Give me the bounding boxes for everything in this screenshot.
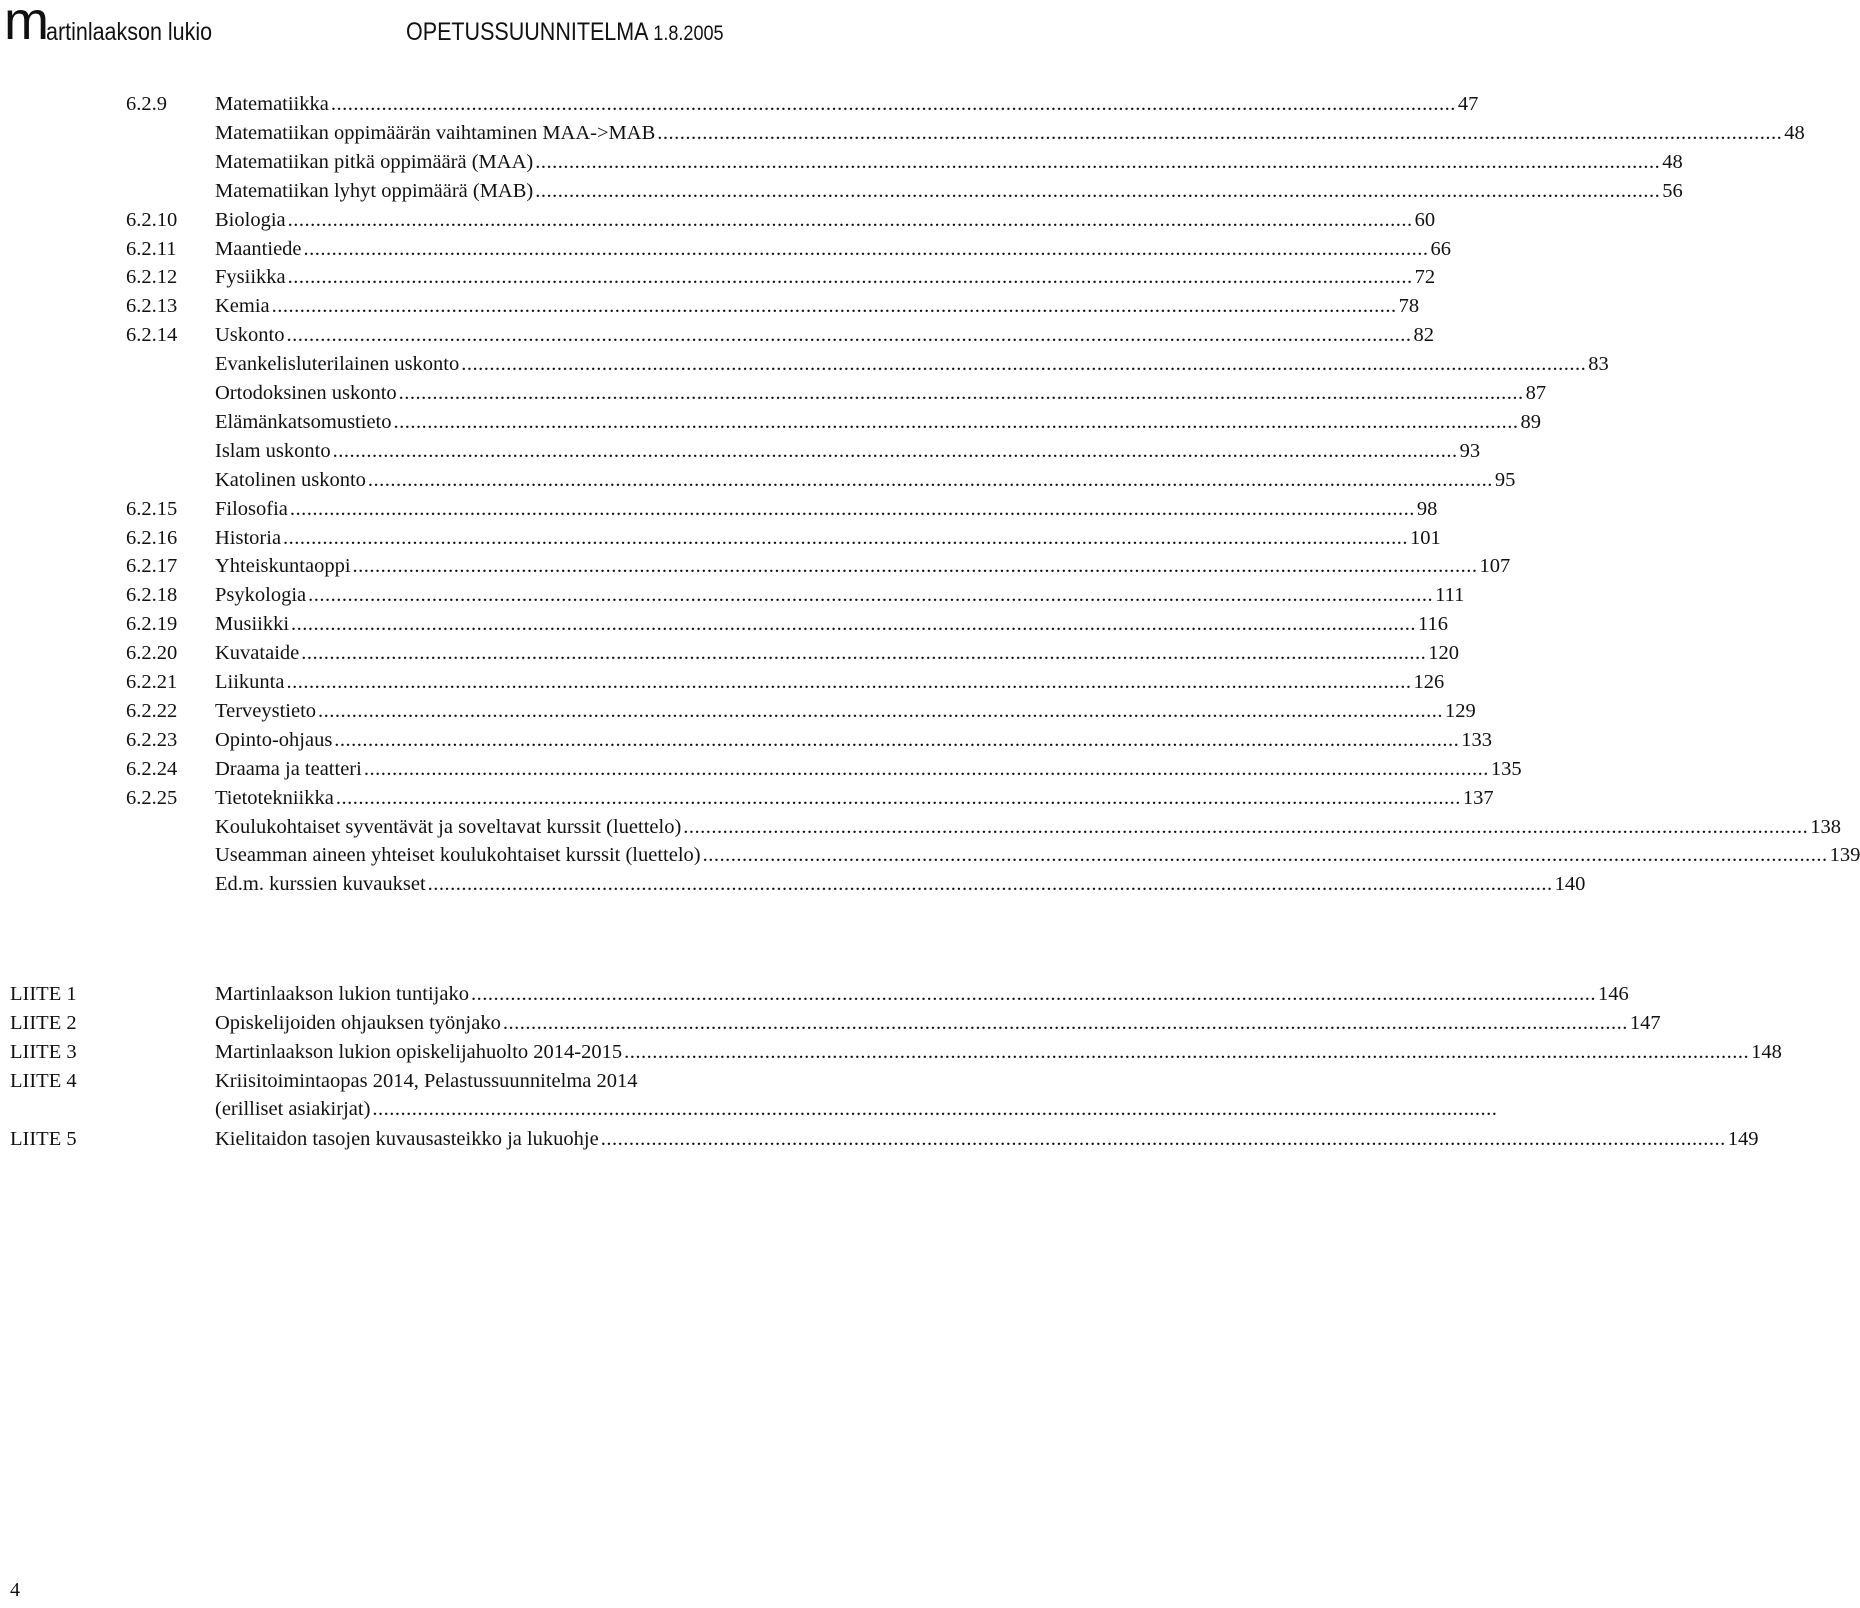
toc-entry[interactable] — [0, 784, 1494, 812]
toc-leader-dots: ........................................................................................................................................................................................................ — [683, 815, 1809, 838]
toc-leader-dots: ........................................................................................................................................................................................................ — [657, 121, 1783, 144]
toc-entry-number: 6.2.9 — [126, 93, 167, 115]
toc-leader-dots: ........................................................................................................................................................................................................ — [286, 324, 1412, 347]
toc-entry-title: Liikunta — [215, 671, 285, 693]
toc-leader-dots: ........................................................................................................................................................................................................ — [427, 873, 1553, 896]
toc-entry-number: 6.2.22 — [126, 699, 178, 722]
toc-leader-dots: ........................................................................................................................................................................................................ — [287, 266, 1413, 289]
toc-entry-title: Kuvataide — [215, 642, 300, 665]
toc-entry-title: Ortodoksinen uskonto — [215, 382, 397, 404]
toc-entry-title: Maantiede — [215, 237, 302, 260]
toc-leader-dots: ........................................................................................................................................................................................................ — [461, 353, 1587, 376]
appendix-entry-line — [215, 980, 1629, 1008]
toc-entry-line — [215, 321, 1434, 349]
appendix-continuation-text: (erilliset asiakirjat) — [215, 1097, 371, 1120]
appendix-leader-dots: ........................................................................................................................................................................................................ — [502, 1011, 1628, 1034]
toc-leader-dots: ........................................................................................................................................................................................................ — [301, 642, 1427, 665]
toc-entry-number: 6.2.10 — [126, 208, 178, 231]
appendix-page: 149 — [1727, 1127, 1759, 1150]
toc-leader-dots: ........................................................................................................................................................................................................ — [334, 728, 1460, 751]
appendix-leader-dots: ........................................................................................................................................................................................................ — [624, 1040, 1750, 1063]
toc-entry-title: Psykologia — [215, 584, 307, 607]
toc-entry-title: Ed.m. kurssien kuvaukset — [215, 873, 426, 896]
toc-leader-dots: ........................................................................................................................................................................................................ — [535, 179, 1661, 202]
appendix-label: LIITE 5 — [10, 1127, 77, 1150]
toc-entry-page: 101 — [1410, 526, 1441, 549]
toc-entry[interactable] — [0, 668, 1445, 696]
toc-entry[interactable] — [0, 235, 1452, 263]
toc-entry-line — [215, 841, 1860, 869]
toc-entry[interactable] — [0, 408, 1541, 436]
appendix-page: 148 — [1751, 1040, 1782, 1063]
toc-entry-page: 87 — [1525, 382, 1547, 404]
toc-leader-dots: ........................................................................................................................................................................................................ — [308, 584, 1434, 607]
toc-entry[interactable] — [0, 206, 1436, 234]
toc-entry-page: 78 — [1398, 295, 1420, 318]
toc-entry-page: 60 — [1414, 208, 1436, 231]
toc-entry-page: 129 — [1445, 699, 1476, 722]
toc-entry-title: Musiikki — [215, 613, 290, 636]
toc-leader-dots: ........................................................................................................................................................................................................ — [330, 93, 1456, 115]
toc-leader-dots: ........................................................................................................................................................................................................ — [352, 555, 1478, 578]
appendix-title: Kielitaidon tasojen kuvausasteikko ja lukuohje — [215, 1127, 599, 1150]
appendix-title: Martinlaakson lukion tuntijako — [215, 983, 469, 1005]
toc-entry-page: 140 — [1554, 873, 1586, 896]
header-document-title — [406, 18, 724, 48]
header-school-name: artinlaakson lukio — [46, 18, 213, 46]
toc-entry-title: Kemia — [215, 295, 270, 318]
toc-entry-number: 6.2.24 — [126, 757, 178, 780]
toc-entry[interactable] — [0, 552, 1511, 580]
toc-entry-line — [215, 90, 1479, 118]
toc-entry-number: 6.2.20 — [126, 642, 178, 665]
toc-entry-page: 48 — [1662, 150, 1683, 173]
toc-entry-line — [215, 755, 1522, 783]
toc-entry-page: 137 — [1462, 786, 1494, 809]
toc-entry-line — [215, 408, 1541, 436]
toc-entry-page: 111 — [1435, 584, 1465, 607]
toc-entry-number: 6.2.12 — [126, 266, 178, 289]
appendix-title: Opiskelijoiden ohjauksen työnjako — [215, 1011, 501, 1034]
toc-entry-page: 116 — [1418, 613, 1449, 636]
toc-entry-number: 6.2.18 — [126, 584, 178, 607]
toc-leader-dots: ........................................................................................................................................................................................................ — [287, 208, 1413, 231]
toc-entry[interactable] — [0, 292, 1420, 320]
toc-entry-title: Evankelisluterilainen uskonto — [215, 353, 460, 376]
toc-entry-line — [215, 466, 1516, 494]
toc-leader-dots: ........................................................................................................................................................................................................ — [335, 786, 1461, 809]
toc-leader-dots: ........................................................................................................................................................................................................ — [303, 237, 1429, 260]
toc-entry-title: Biologia — [215, 208, 286, 231]
toc-entry-line — [215, 379, 1547, 407]
toc-entry-title: Koulukohtaiset syventävät ja soveltavat kurssit (luettelo) — [215, 815, 682, 838]
toc-entry-page: 138 — [1810, 815, 1842, 838]
toc-leader-dots: ........................................................................................................................................................................................................ — [318, 699, 1444, 722]
toc-entry-line — [215, 263, 1436, 291]
toc-entry-line — [215, 639, 1459, 667]
toc-leader-dots: ........................................................................................................................................................................................................ — [363, 757, 1489, 780]
toc-entry-page: 47 — [1457, 93, 1479, 115]
toc-leader-dots: ........................................................................................................................................................................................................ — [283, 526, 1409, 549]
toc-entry-line — [215, 495, 1438, 523]
toc-entry-page: 135 — [1490, 757, 1522, 780]
toc-entry-page: 139 — [1829, 844, 1860, 867]
appendix-entry-line — [215, 1038, 1782, 1066]
toc-entry-line — [215, 813, 1842, 841]
toc-entry-title: Fysiikka — [215, 266, 286, 289]
toc-entry[interactable] — [0, 841, 1860, 869]
appendix-label: LIITE 2 — [10, 1011, 77, 1034]
toc-entry-line — [215, 524, 1441, 552]
appendix-label: LIITE 4 — [10, 1069, 77, 1092]
toc-entry-page: 89 — [1520, 410, 1541, 433]
appendix-title: Kriisitoimintaopas 2014, Pelastussuunnitelma 2014 — [215, 1069, 638, 1092]
appendix-entry[interactable] — [0, 1067, 1498, 1120]
toc-entry-line — [215, 610, 1449, 638]
toc-entry-title: Islam uskonto — [215, 439, 331, 462]
toc-leader-dots: ........................................................................................................................................................................................................ — [393, 410, 1519, 433]
toc-entry-title: Opinto-ohjaus — [215, 728, 333, 751]
toc-entry-number: 6.2.16 — [126, 526, 178, 549]
appendix-label: LIITE 3 — [10, 1040, 77, 1063]
toc-leader-dots: ........................................................................................................................................................................................................ — [289, 497, 1415, 520]
toc-entry-page: 56 — [1662, 179, 1683, 202]
toc-leader-dots: ........................................................................................................................................................................................................ — [286, 671, 1412, 693]
toc-entry-line — [215, 668, 1445, 696]
toc-entry-page: 93 — [1459, 439, 1481, 462]
toc-entry[interactable] — [0, 90, 1479, 118]
toc-entry-line — [215, 726, 1493, 754]
toc-entry-title: Terveystieto — [215, 699, 317, 722]
toc-entry[interactable] — [0, 350, 1609, 378]
toc-entry[interactable] — [0, 148, 1683, 176]
toc-entry[interactable] — [0, 697, 1476, 725]
appendix-leader-dots: ........................................................................................................................................................................................................ — [600, 1127, 1726, 1150]
toc-entry-line — [215, 581, 1465, 609]
toc-entry-title: Uskonto — [215, 324, 285, 347]
toc-entry-page: 48 — [1784, 121, 1805, 144]
toc-entry-title: Historia — [215, 526, 282, 549]
toc-entry[interactable] — [0, 610, 1449, 638]
toc-entry-number: 6.2.17 — [126, 555, 178, 578]
page-number: 4 — [10, 1579, 20, 1601]
toc-entry-line — [215, 552, 1511, 580]
toc-entry-title: Matematiikan lyhyt oppimäärä (MAB) — [215, 179, 534, 202]
toc-entry-page: 133 — [1461, 728, 1493, 751]
toc-entry-number: 6.2.19 — [126, 613, 178, 636]
toc-entry[interactable] — [0, 495, 1438, 523]
toc-entry-number: 6.2.23 — [126, 728, 178, 751]
toc-entry-number: 6.2.14 — [126, 324, 178, 347]
toc-entry-line — [215, 235, 1452, 263]
toc-entry-line — [215, 870, 1586, 898]
toc-entry-line — [215, 119, 1805, 147]
toc-entry[interactable] — [0, 726, 1493, 754]
toc-entry-title: Katolinen uskonto — [215, 468, 366, 491]
toc-leader-dots: ........................................................................................................................................................................................................ — [702, 844, 1828, 867]
toc-leader-dots: ........................................................................................................................................................................................................ — [271, 295, 1397, 318]
toc-entry-line — [215, 697, 1476, 725]
toc-entry-title: Matematiikka — [215, 93, 329, 115]
appendix-entry[interactable] — [0, 1038, 1782, 1066]
toc-entry[interactable] — [0, 466, 1516, 494]
toc-entry[interactable] — [0, 755, 1522, 783]
toc-leader-dots: ........................................................................................................................................................................................................ — [291, 613, 1417, 636]
appendix-entry[interactable] — [0, 1125, 1759, 1153]
toc-entry-title: Elämänkatsomustieto — [215, 410, 392, 433]
toc-leader-dots: ........................................................................................................................................................................................................ — [398, 382, 1524, 404]
toc-entry-number: 6.2.13 — [126, 295, 178, 318]
appendix-entry[interactable] — [0, 1009, 1661, 1037]
appendix-label: LIITE 1 — [10, 983, 77, 1005]
toc-leader-dots: ........................................................................................................................................................................................................ — [535, 150, 1661, 173]
appendix-entry-line — [215, 1067, 823, 1095]
toc-entry-line — [215, 350, 1609, 378]
toc-entry-page: 98 — [1416, 497, 1438, 520]
toc-entry-title: Tietotekniikka — [215, 786, 334, 809]
toc-entry-line — [215, 437, 1481, 465]
toc-entry-page: 66 — [1430, 237, 1452, 260]
appendix-entry-line — [215, 1125, 1759, 1153]
toc-entry[interactable] — [0, 379, 1547, 407]
toc-entry-number: 6.2.25 — [126, 786, 178, 809]
toc-entry-page: 126 — [1413, 671, 1445, 693]
header-doc-title-text: OPETUSSUUNNITELMA — [406, 18, 648, 46]
toc-entry[interactable] — [0, 437, 1481, 465]
toc-entry[interactable] — [0, 524, 1441, 552]
toc-entry-title: Matematiikan oppimäärän vaihtaminen MAA->MAB — [215, 121, 656, 144]
toc-entry-title: Draama ja teatteri — [215, 757, 362, 780]
header-doc-date: 1.8.2005 — [653, 22, 724, 45]
toc-entry-page: 72 — [1414, 266, 1436, 289]
toc-entry-page: 95 — [1494, 468, 1516, 491]
toc-entry-number: 6.2.21 — [126, 671, 178, 693]
toc-entry-line — [215, 177, 1683, 205]
toc-leader-dots: ........................................................................................................................................................................................................ — [332, 439, 1458, 462]
toc-entry[interactable] — [0, 177, 1683, 205]
toc-entry[interactable] — [0, 813, 1842, 841]
toc-entry[interactable] — [0, 321, 1434, 349]
toc-entry-title: Useamman aineen yhteiset koulukohtaiset kurssit (luettelo) — [215, 844, 701, 867]
toc-entry-number: 6.2.15 — [126, 497, 178, 520]
toc-entry-title: Matematiikan pitkä oppimäärä (MAA) — [215, 150, 534, 173]
appendix-entry-line — [215, 1009, 1661, 1037]
appendix-leader-dots: ........................................................................................................................................................................................................ — [470, 983, 1596, 1005]
appendix-entry[interactable] — [0, 980, 1629, 1008]
toc-entry[interactable] — [0, 581, 1465, 609]
toc-entry[interactable] — [0, 870, 1586, 898]
toc-entry-title: Filosofia — [215, 497, 288, 520]
appendix-title: Martinlaakson lukion opiskelijahuolto 2014-2015 — [215, 1040, 623, 1063]
toc-entry-page: 82 — [1413, 324, 1434, 347]
appendix-page: 147 — [1629, 1011, 1661, 1034]
header-logo-letter: m — [4, 0, 49, 51]
toc-entry-line — [215, 292, 1420, 320]
toc-entry-page: 83 — [1588, 353, 1609, 376]
toc-entry-line — [215, 148, 1683, 176]
appendix-page: 146 — [1597, 983, 1629, 1005]
appendix-continuation-line — [215, 1095, 1498, 1123]
toc-entry-line — [215, 206, 1436, 234]
appendix-leader-dots: ........................................................................................................................................................................................................ — [372, 1097, 1498, 1120]
toc-entry[interactable] — [0, 119, 1805, 147]
toc-entry[interactable] — [0, 639, 1459, 667]
toc-entry-title: Yhteiskuntaoppi — [215, 555, 351, 578]
toc-entry-number: 6.2.11 — [126, 237, 177, 260]
toc-entry-page: 107 — [1479, 555, 1511, 578]
toc-leader-dots: ........................................................................................................................................................................................................ — [367, 468, 1493, 491]
page-header — [4, 0, 956, 51]
toc-entry[interactable] — [0, 263, 1436, 291]
toc-entry-line — [215, 784, 1494, 812]
toc-entry-page: 120 — [1428, 642, 1459, 665]
